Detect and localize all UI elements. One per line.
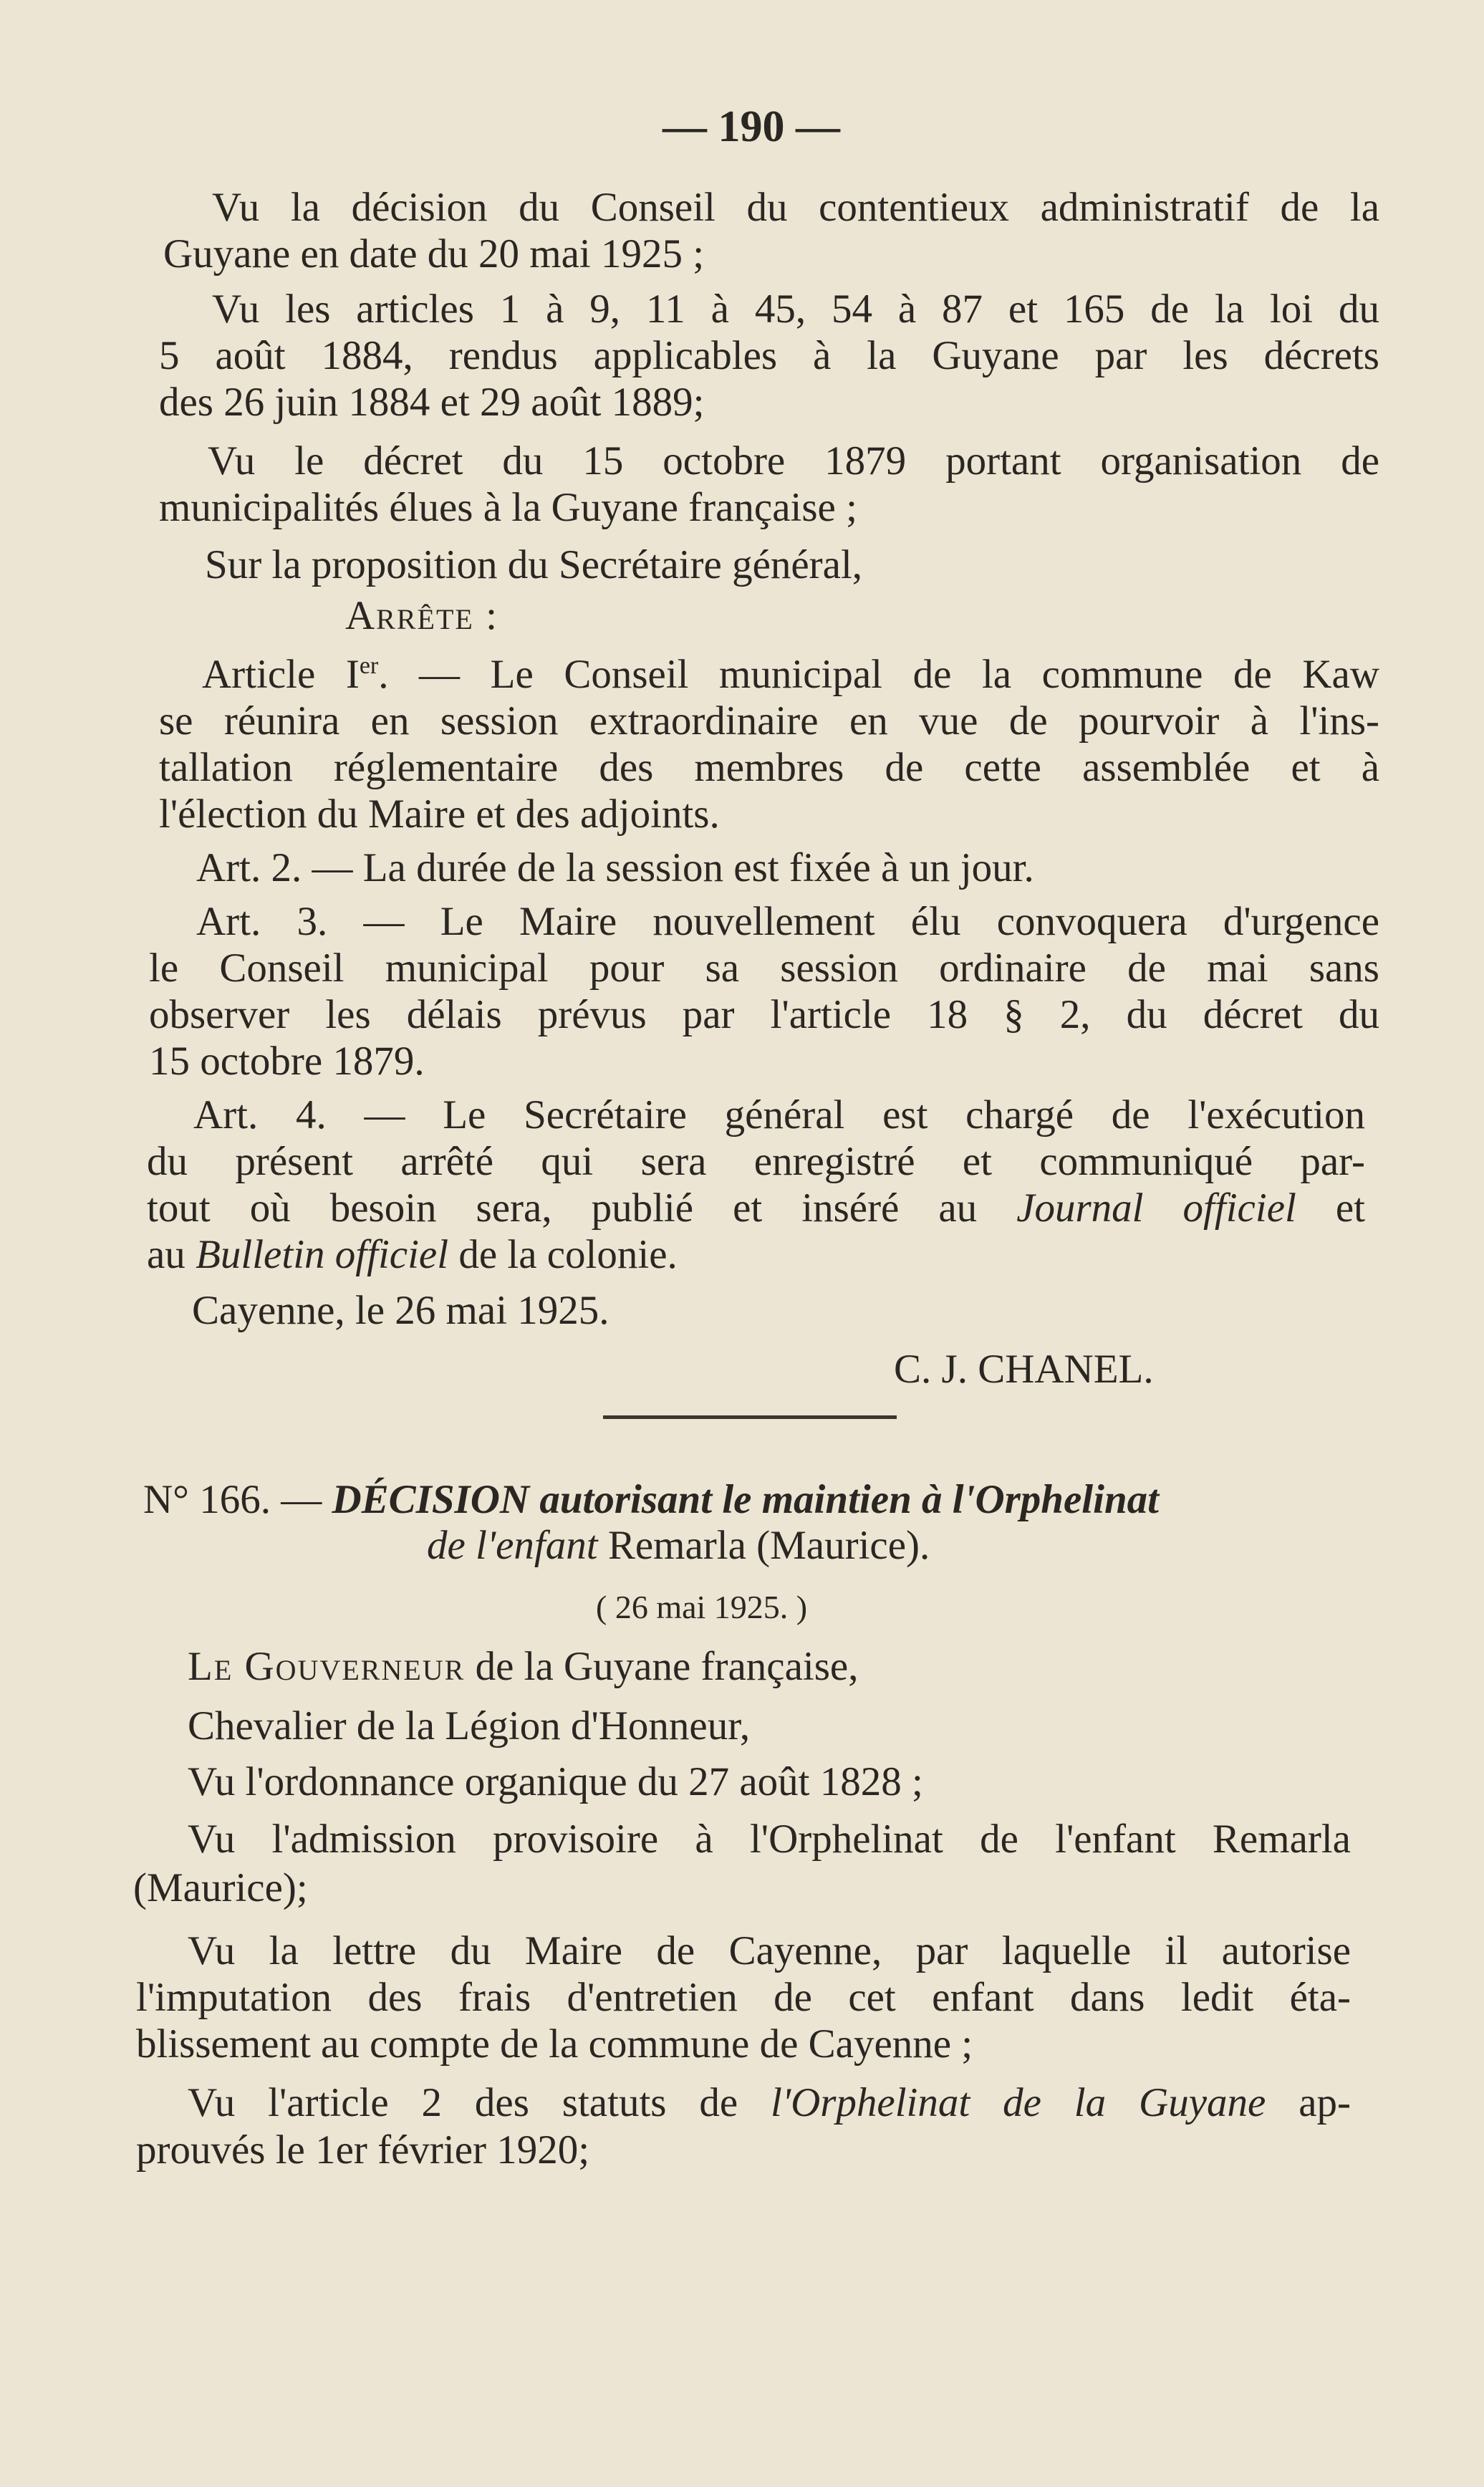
bulletin-officiel: Bulletin officiel [196,1232,449,1277]
article-1-label: Article I [202,652,360,697]
article-2-line: Art. 2. — La durée de la session est fixée à un jour. [196,845,1034,890]
text-line: (Maurice); [133,1865,308,1910]
decision-number: N° 166. — [143,1477,332,1522]
text-span: ap- [1266,2080,1351,2125]
text-line: Vu la décision du Conseil du contentieux administratif de la [212,185,1379,230]
decision-date: ( 26 mai 1925. ) [596,1589,808,1625]
decision-title-it: de l'enfant [427,1523,598,1568]
text-line: Vu l'ordonnance organique du 27 août 1828 ; [188,1759,923,1804]
text-line: Sur la proposition du Secrétaire général, [205,542,863,587]
text-span: de la colonie. [448,1232,678,1277]
text-line: des 26 juin 1884 et 29 août 1889; [159,380,705,425]
governor-line [188,1644,858,1690]
text-line: l'élection du Maire et des adjoints. [159,792,720,837]
orphelinat-name: l'Orphelinat de la Guyane [771,2080,1266,2125]
text-span: au [147,1232,196,1277]
text-line: prouvés le 1er février 1920; [136,2127,590,2173]
text-span: Vu l'article 2 des statuts de [188,2080,771,2125]
journal-officiel: Journal officiel [1016,1185,1296,1231]
arrete-heading: Arrête : [345,593,498,638]
text-line: 5 août 1884, rendus applicables à la Guyane par les décrets [159,333,1379,378]
text-line: blissement au compte de la commune de Cayenne ; [136,2021,973,2067]
place-date: Cayenne, le 26 mai 1925. [192,1288,610,1333]
page-number: 190 [718,102,785,151]
text-line: l'imputation des frais d'entretien de cet enfant dans ledit éta- [136,1975,1351,2020]
text-line: se réunira en session extraordinaire en vue de pourvoir à l'ins- [159,698,1379,744]
article-1-text: . — Le Conseil municipal de la commune de Kaw [378,652,1379,697]
text-line: Vu les articles 1 à 9, 11 à 45, 54 à 87 et 165 de la loi du [212,287,1379,332]
text-line: Vu l'admission provisoire à l'Orphelinat de l'enfant Remarla [188,1817,1351,1862]
decision-title-rest: Remarla (Maurice). [597,1523,930,1568]
article-1-line [202,652,1379,698]
governor-title: Le Gouverneur [188,1644,466,1689]
text-line: Guyane en date du 20 mai 1925 ; [163,231,705,276]
decision-title-line-2 [427,1523,930,1569]
text-line: Chevalier de la Légion d'Honneur, [188,1703,751,1748]
decision-title-line [143,1477,1159,1523]
article-1-sup: er [359,653,379,679]
text-line: du présent arrêté qui sera enregistré et communiqué par- [147,1139,1365,1184]
article-3-line: Art. 3. — Le Maire nouvellement élu convoquera d'urgence [196,899,1379,944]
text-line: municipalités élues à la Guyane française ; [159,485,857,530]
text-line: Vu la lettre du Maire de Cayenne, par laquelle il autorise [188,1928,1351,1973]
text-line: le Conseil municipal pour sa session ordinaire de mai sans [149,946,1379,991]
text-line: tallation réglementaire des membres de cette assemblée et à [159,745,1379,790]
text-span: et [1296,1185,1365,1231]
decision-title: autorisant le maintien à l'Orphelinat [529,1477,1159,1522]
page-number-header [662,104,840,150]
header-left-dash: — [662,102,707,151]
governor-rest: de la Guyane française, [465,1644,859,1689]
text-line [147,1232,678,1278]
text-line: 15 octobre 1879. [149,1039,425,1084]
text-span: tout où besoin sera, publié et inséré au [147,1185,1017,1231]
separator-rule [603,1415,897,1419]
signature: C. J. CHANEL. [894,1347,1154,1392]
text-line: observer les délais prévus par l'article 18 § 2, du décret du [149,992,1379,1037]
decision-word: DÉCISION [332,1477,530,1522]
header-right-dash: — [796,102,840,151]
text-line [188,2080,1351,2126]
text-line [147,1185,1365,1231]
text-line: Vu le décret du 15 octobre 1879 portant organisation de [208,438,1379,484]
article-4-line: Art. 4. — Le Secrétaire général est chargé de l'exécution [193,1092,1365,1137]
